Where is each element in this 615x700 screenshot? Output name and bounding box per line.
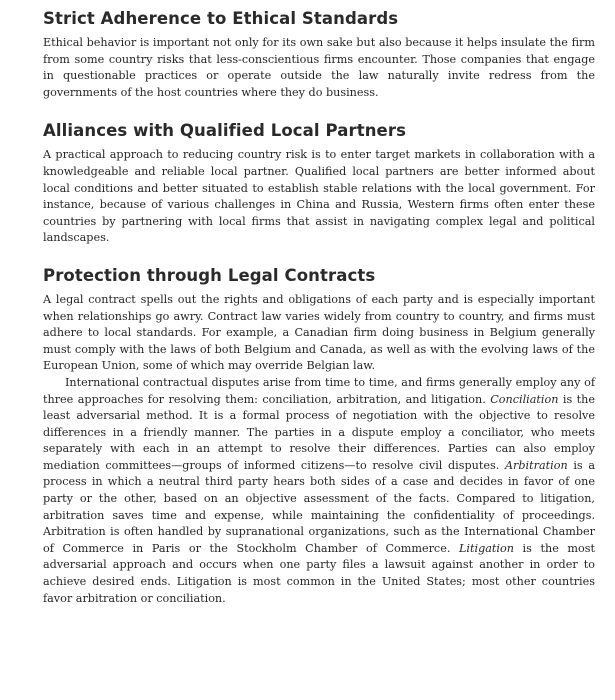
term-arbitration: Arbitration: [504, 458, 568, 472]
text-run: is the most adversarial approach and occurs when one party files a lawsuit against another in order to achieve desired ends. Litigation is most common in the United States; most other countries favor arbitration or conciliation.: [43, 541, 596, 605]
text-run: is the least adversarial method. It is a formal process of negotiation with the objective to resolve differences in a friendly manner. The parties in a dispute employ a conciliator, who meets separately with each in an attempt to resolve their differences. Parties can also employ mediation committees—groups of informed citizens—to resolve civil disputes.: [43, 392, 595, 472]
section-heading: Alliances with Qualified Local Partners: [43, 121, 407, 141]
section-local-partners: [43, 120, 595, 247]
section-heading: Strict Adherence to Ethical Standards: [43, 9, 399, 28]
document-page: [43, 8, 595, 607]
paragraph: A practical approach to reducing country risk is to enter target markets in collaboration with a knowledgeable and reliable local partner. Qualified local partners are better informed about local conditions and better situated to establish stable relations with the local government. For instance, because of various challenges in China and Russia, Western firms often enter these countries by partnering with local firms that assist in navigating complex legal and political landscapes.: [43, 148, 595, 245]
text-run: International contractual disputes arise from time to time, and firms generally employ any of three approaches for resolving them: conciliation, arbitration, and litigation.: [43, 375, 595, 406]
term-litigation: Litigation: [459, 541, 514, 555]
paragraph: A legal contract spells out the rights and obligations of each party and is especially important when relationships go awry. Contract law varies widely from country to country, and firms must adhere to local standards. For example, a Canadian firm doing business in Belgium generally must comply with the laws of both Belgium and Canada, as well as with the evolving laws of the European Union, some of which may override Belgian law.: [43, 292, 595, 373]
section-legal-contracts: [43, 265, 595, 607]
term-conciliation: Conciliation: [490, 392, 559, 406]
paragraph-dispute-resolution: [43, 375, 595, 607]
section-heading: Protection through Legal Contracts: [43, 265, 376, 285]
section-ethical-standards: [43, 8, 595, 101]
text-run: is a process in which a neutral third party hears both sides of a case and decides in favor of one party or the other, based on an objective assessment of the facts. Compared to litigation, arbitration saves time and expense, while maintaining the confidentiality of proceedings. Arbitration is often handled by supranational organizations, such as the International Chamber of Commerce in Paris or the Stockholm Chamber of Commerce.: [43, 458, 596, 555]
paragraph: Ethical behavior is important not only for its own sake but also because it helps insulate the firm from some country risks that less-conscientious firms encounter. Those companies that engage in questionable practices or operate outside the law naturally invite redress from the governments of the host countries where they do business.: [43, 36, 595, 99]
